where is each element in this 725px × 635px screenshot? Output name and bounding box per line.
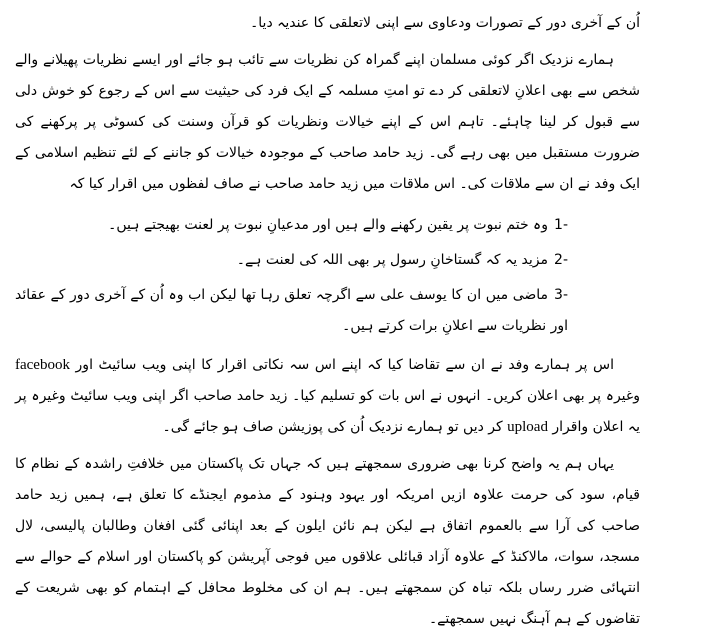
list-item-1-text: وہ ختم نبوت پر یقین رکھنے والے ہیں اور مدعیانِ نبوت پر لعنت بھیجتے ہیں۔ bbox=[108, 217, 549, 233]
closing-position-paragraph: یہاں ہم یہ واضح کرنا بھی ضروری سمجھتے ہیں کہ جہاں تک پاکستان میں خلافتِ راشدہ کے نظام کا قیام، سود کی حرمت علاوہ ازیں امریکہ اور یہود وہنود کے مذموم ایجنڈے کا تعلق ہے، ہمیں زید حامد صاحب کی آرا سے بالعموم اتفاق ہے لیکن ہم نائن ایلون کے بعد اپنائی گئی افغان وطالبان پالیسی، لال مسجد، سوات، مالاکنڈ کے علاوہ آزاد قبائلی علاقوں میں فوجی آپریشن کو پاکستان اور اسلام کے حوالے سے انتہائی ضرر رساں بلکہ تباہ کن سمجھتے ہیں۔ ہم ان کی مخلوط محافل کے اہتمام کو بھی شریعت کے تقاضوں کے ہم آہنگ نہیں سمجھتے۔ bbox=[15, 456, 640, 627]
demand-text-run-2: وغیرہ پر بھی اعلان کریں۔ انہوں نے اس بات کو تسلیم کیا۔ زید حامد صاحب اگر اپنی ویب سائیٹ وغیرہ پر یہ اعلان واقرار bbox=[15, 388, 640, 435]
upload-word: upload bbox=[507, 419, 548, 435]
retraction-policy-paragraph: ہمارے نزدیک اگر کوئی مسلمان اپنے گمراہ کن نظریات سے تائب ہو جائے اور ایسے نظریات پھیلانے والے شخص سے بھی اعلانِ لاتعلقی کر دے تو امتِ مسلمہ کے ایک فرد کی حیثیت سے اس کے رجوع کو خوش دلی سے قبول کر لینا چاہئے۔ تاہم اس کے اپنے خیالات ونظریات کو قرآن وسنت کی کسوٹی پر پرکھنے کی ضرورت مستقبل میں بھی رہے گی۔ زید حامد صاحب کے موجودہ خیالات کو جاننے کے لئے تنظیم اسلامی کے ایک وفد نے ان سے ملاقات کی۔ اس ملاقات میں زید حامد صاحب نے صاف لفظوں میں اقرار کیا کہ bbox=[15, 52, 640, 192]
list-item-3 bbox=[15, 280, 568, 342]
list-item-2-text: مزید یہ کہ گستاخانِ رسول پر بھی اللہ کی لعنت ہے۔ bbox=[236, 252, 549, 268]
list-item-3-text: ماضی میں ان کا یوسف علی سے اگرچہ تعلق رہا تھا لیکن اب وہ اُن کے آخری دور کے عقائد اور نظریات سے اعلانِ برات کرتے ہیں۔ bbox=[15, 287, 568, 334]
admissions-list bbox=[15, 210, 640, 342]
list-marker-2: 2- bbox=[554, 252, 568, 268]
list-marker-1: 1- bbox=[554, 217, 568, 233]
demand-paragraph bbox=[15, 350, 640, 443]
list-item-2 bbox=[15, 245, 568, 276]
facebook-word: facebook bbox=[15, 357, 70, 373]
list-item-1 bbox=[15, 210, 568, 241]
intro-tail-paragraph: اُن کے آخری دور کے تصورات ودعاوی سے اپنی لاتعلقی کا عندیہ دیا۔ bbox=[250, 15, 640, 31]
demand-text-run-3: کر دیں تو ہمارے نزدیک اُن کی پوزیشن صاف ہو جائے گی۔ bbox=[162, 419, 508, 435]
demand-text-run-1: اس پر ہمارے وفد نے ان سے تقاضا کیا کہ اپنے اس سہ نکاتی اقرار کا اپنی ویب سائیٹ اور bbox=[69, 357, 614, 373]
list-marker-3: 3- bbox=[554, 287, 568, 303]
